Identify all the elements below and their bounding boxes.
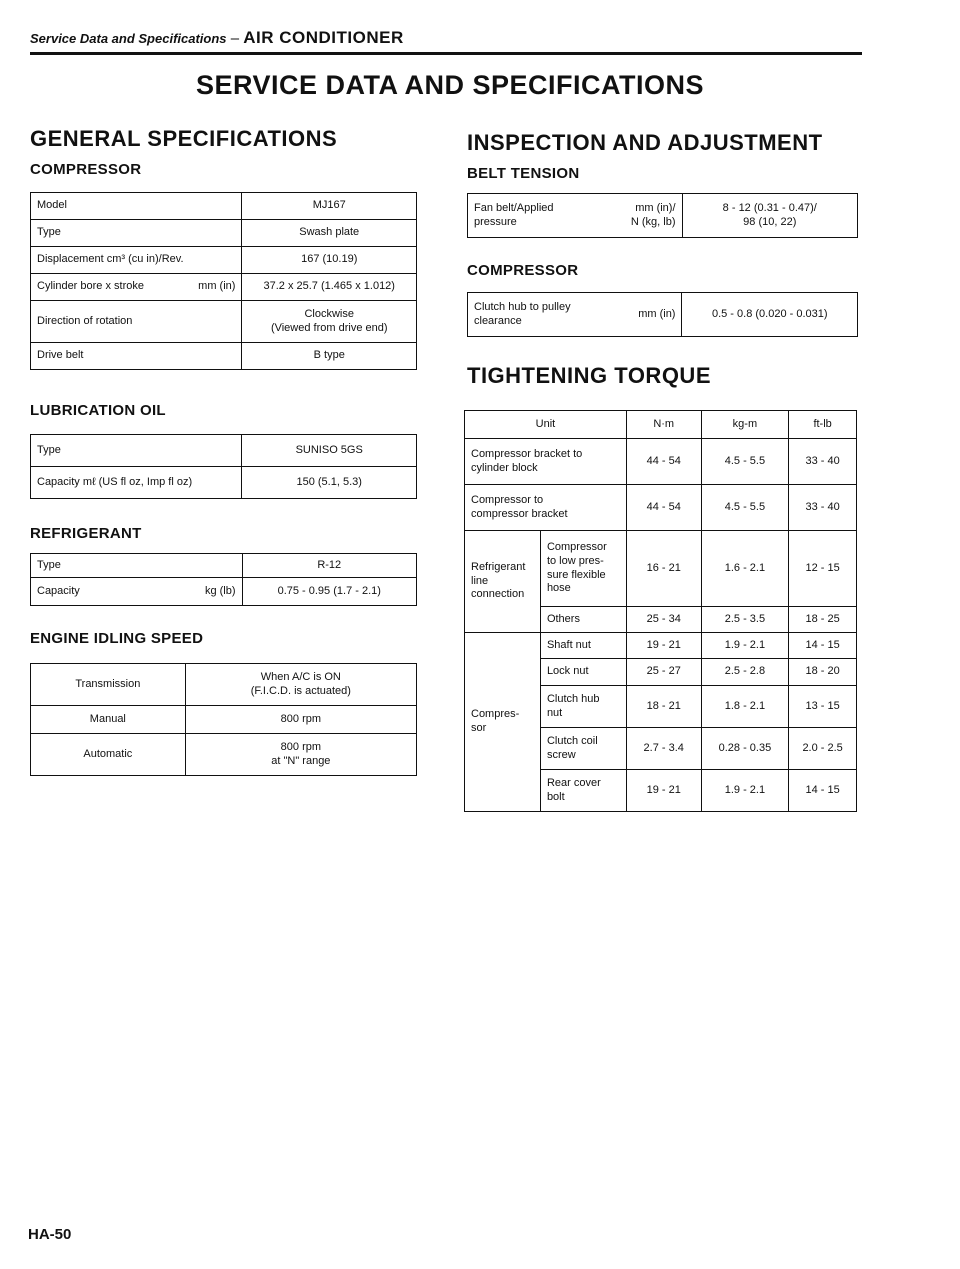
clearance-label-1: Clutch hub to pulley	[474, 300, 571, 313]
table-row	[31, 554, 417, 578]
bracket2-kgm: 4.5 - 5.5	[701, 485, 789, 531]
row-value: SUNISO 5GS	[242, 435, 417, 467]
refline-sub1-kgm: 1.6 - 2.1	[701, 531, 789, 607]
refline-sub1-l4: hose	[546, 582, 571, 595]
tightening-torque-heading: TIGHTENING TORQUE	[467, 363, 711, 388]
row-value-sub: (Viewed from drive end)	[270, 321, 388, 334]
refline-sub1-nm: 16 - 21	[626, 531, 701, 607]
table-row	[31, 467, 417, 499]
comp-row-ftlb: 14 - 15	[789, 633, 857, 659]
clearance-label-cell	[468, 293, 682, 337]
table-row	[465, 531, 857, 607]
running-header	[30, 28, 404, 48]
header-italic: Service Data and Specifications	[30, 31, 227, 46]
header-dash: –	[226, 30, 244, 47]
refline-sub2-ftlb: 18 - 25	[789, 607, 857, 633]
lubrication-table	[30, 434, 417, 499]
row-value: 0.75 - 0.95 (1.7 - 2.1)	[242, 578, 417, 606]
comp-row-ftlb: 18 - 20	[789, 659, 857, 686]
belt-label-2: pressure	[474, 215, 517, 228]
row-value: 167 (10.19)	[242, 247, 417, 274]
col-ftlb: ft-lb	[789, 411, 857, 439]
compressor-heading: COMPRESSOR	[30, 161, 142, 178]
row-label: Direction of rotation	[31, 301, 242, 343]
comp-row-l1: Rear cover	[546, 776, 601, 789]
comp-row-nm: 25 - 27	[626, 659, 701, 686]
comp-row-l2: bolt	[546, 790, 565, 803]
belt-unit-1: mm (in)/	[635, 201, 676, 214]
refline-sub1-l3: sure flexible	[546, 568, 606, 581]
table-header-row	[31, 664, 417, 706]
col-unit: Unit	[465, 411, 627, 439]
comp-g1: Compres-	[471, 708, 520, 721]
row-label: Type	[31, 435, 242, 467]
comp-row-kgm: 1.9 - 2.1	[701, 633, 789, 659]
table-row	[31, 274, 417, 301]
general-specs-heading: GENERAL SPECIFICATIONS	[30, 126, 338, 151]
belt-value-1: 8 - 12 (0.31 - 0.47)/	[722, 201, 817, 214]
refline-sub1-ftlb: 12 - 15	[789, 531, 857, 607]
comp-row-l1: Clutch coil	[546, 734, 598, 747]
idling-heading: ENGINE IDLING SPEED	[30, 630, 204, 647]
comp-row-nm: 19 - 21	[626, 770, 701, 812]
bracket1-label-cell	[465, 439, 627, 485]
header-rule	[30, 52, 862, 55]
row-label-cell	[31, 274, 242, 301]
row-value: Clockwise	[304, 307, 354, 320]
row-value: B type	[242, 343, 417, 370]
belt-label-cell	[468, 194, 683, 238]
clearance-unit: mm (in)	[638, 307, 676, 320]
belt-unit-2: N (kg, lb)	[630, 215, 676, 228]
row-value-cell	[242, 301, 417, 343]
row-label: Capacity mℓ (US fl oz, Imp fl oz)	[31, 467, 242, 499]
bracket1-nm: 44 - 54	[626, 439, 701, 485]
bracket2-ftlb: 33 - 40	[789, 485, 857, 531]
refline-sub2-nm: 25 - 34	[626, 607, 701, 633]
bracket2-nm: 44 - 54	[626, 485, 701, 531]
refline-sub1-cell	[540, 531, 626, 607]
belt-label-1: Fan belt/Applied	[474, 201, 554, 214]
refline-g3: connection	[471, 588, 525, 601]
idling-table	[30, 663, 417, 776]
row-label: Type	[31, 220, 242, 247]
table-row	[31, 578, 417, 606]
table-row	[31, 301, 417, 343]
row-label: Automatic	[31, 734, 186, 776]
refrigerant-heading: REFRIGERANT	[30, 525, 142, 542]
comp-row-ftlb: 14 - 15	[789, 770, 857, 812]
col-ac-on-cell	[185, 664, 416, 706]
table-row	[31, 734, 417, 776]
table-row	[31, 706, 417, 734]
comp-row-label-cell	[540, 728, 626, 770]
inspection-heading: INSPECTION AND ADJUSTMENT	[467, 130, 823, 155]
bracket2-l2: compressor bracket	[471, 507, 568, 520]
bracket2-label-cell	[465, 485, 627, 531]
row-value: 800 rpm	[185, 706, 416, 734]
col-nm: N·m	[626, 411, 701, 439]
clearance-value: 0.5 - 0.8 (0.020 - 0.031)	[682, 293, 858, 337]
col-ficd: (F.I.C.D. is actuated)	[250, 684, 351, 697]
table-row	[465, 439, 857, 485]
header-section: AIR CONDITIONER	[243, 28, 404, 47]
belt-tension-heading: BELT TENSION	[467, 165, 580, 182]
row-label: Type	[31, 554, 243, 578]
row-label: Displacement cm³ (cu in)/Rev.	[31, 247, 242, 274]
table-row	[465, 633, 857, 659]
table-row	[31, 193, 417, 220]
row-label: Capacity	[37, 584, 80, 597]
table-row	[31, 220, 417, 247]
clearance-label-2: clearance	[474, 314, 522, 327]
belt-value-cell	[682, 194, 857, 238]
table-row	[468, 194, 858, 238]
comp-g2: sor	[471, 722, 487, 734]
col-transmission: Transmission	[31, 664, 186, 706]
row-value: MJ167	[242, 193, 417, 220]
inspection-compressor-heading: COMPRESSOR	[467, 262, 579, 279]
row-value: R-12	[242, 554, 417, 578]
clutch-clearance-table	[467, 292, 858, 337]
comp-row-kgm: 0.28 - 0.35	[701, 728, 789, 770]
refline-group-cell	[465, 531, 541, 633]
row-value-sub: at "N" range	[271, 754, 331, 767]
compressor-table	[30, 192, 417, 370]
comp-row-nm: 18 - 21	[626, 686, 701, 728]
torque-table	[464, 410, 857, 812]
table-row	[31, 247, 417, 274]
row-value: 800 rpm	[280, 740, 322, 753]
comp-row-kgm: 1.8 - 2.1	[701, 686, 789, 728]
table-row	[31, 435, 417, 467]
belt-value-2: 98 (10, 22)	[743, 215, 797, 228]
comp-row-label: Lock nut	[540, 659, 626, 686]
row-unit: mm (in)	[198, 280, 236, 293]
row-unit: kg (lb)	[204, 584, 236, 597]
bracket1-kgm: 4.5 - 5.5	[701, 439, 789, 485]
table-header-row	[465, 411, 857, 439]
comp-row-kgm: 1.9 - 2.1	[701, 770, 789, 812]
comp-row-label: Shaft nut	[540, 633, 626, 659]
page-title: SERVICE DATA AND SPECIFICATIONS	[195, 70, 705, 100]
comp-row-label-cell	[540, 770, 626, 812]
row-value-cell	[185, 734, 416, 776]
page-number: HA-50	[28, 1226, 72, 1243]
refline-sub1-l1: Compressor	[546, 541, 607, 553]
row-value: 150 (5.1, 5.3)	[242, 467, 417, 499]
comp-row-l2: screw	[546, 748, 576, 761]
comp-row-l2: nut	[546, 706, 563, 719]
bracket1-ftlb: 33 - 40	[789, 439, 857, 485]
comp-row-ftlb: 2.0 - 2.5	[789, 728, 857, 770]
row-label: Drive belt	[31, 343, 242, 370]
refline-sub2-label: Others	[540, 607, 626, 633]
refline-g2: line	[471, 574, 489, 587]
lubrication-heading: LUBRICATION OIL	[30, 402, 166, 419]
comp-row-label-cell	[540, 686, 626, 728]
bracket1-l1: Compressor bracket to	[471, 447, 583, 460]
table-row	[31, 343, 417, 370]
bracket1-l2: cylinder block	[471, 461, 538, 474]
col-kgm: kg-m	[701, 411, 789, 439]
bracket2-l1: Compressor to	[471, 493, 544, 506]
col-ac-on: When A/C is ON	[260, 670, 341, 683]
refline-sub1-l2: to low pres-	[546, 554, 604, 567]
row-value: 37.2 x 25.7 (1.465 x 1.012)	[242, 274, 417, 301]
comp-row-l1: Clutch hub	[546, 692, 600, 705]
refrigerant-table	[30, 553, 417, 606]
comp-row-ftlb: 13 - 15	[789, 686, 857, 728]
row-label: Cylinder bore x stroke	[37, 280, 144, 293]
comp-row-nm: 19 - 21	[626, 633, 701, 659]
row-label-cell	[31, 578, 243, 606]
table-row	[465, 485, 857, 531]
belt-tension-table	[467, 193, 858, 238]
row-label: Manual	[31, 706, 186, 734]
table-row	[468, 293, 858, 337]
refline-sub2-kgm: 2.5 - 3.5	[701, 607, 789, 633]
row-label: Model	[31, 193, 242, 220]
comp-group-cell	[465, 633, 541, 812]
row-value: Swash plate	[242, 220, 417, 247]
comp-row-nm: 2.7 - 3.4	[626, 728, 701, 770]
comp-row-kgm: 2.5 - 2.8	[701, 659, 789, 686]
refline-g1: Refrigerant	[471, 560, 526, 573]
